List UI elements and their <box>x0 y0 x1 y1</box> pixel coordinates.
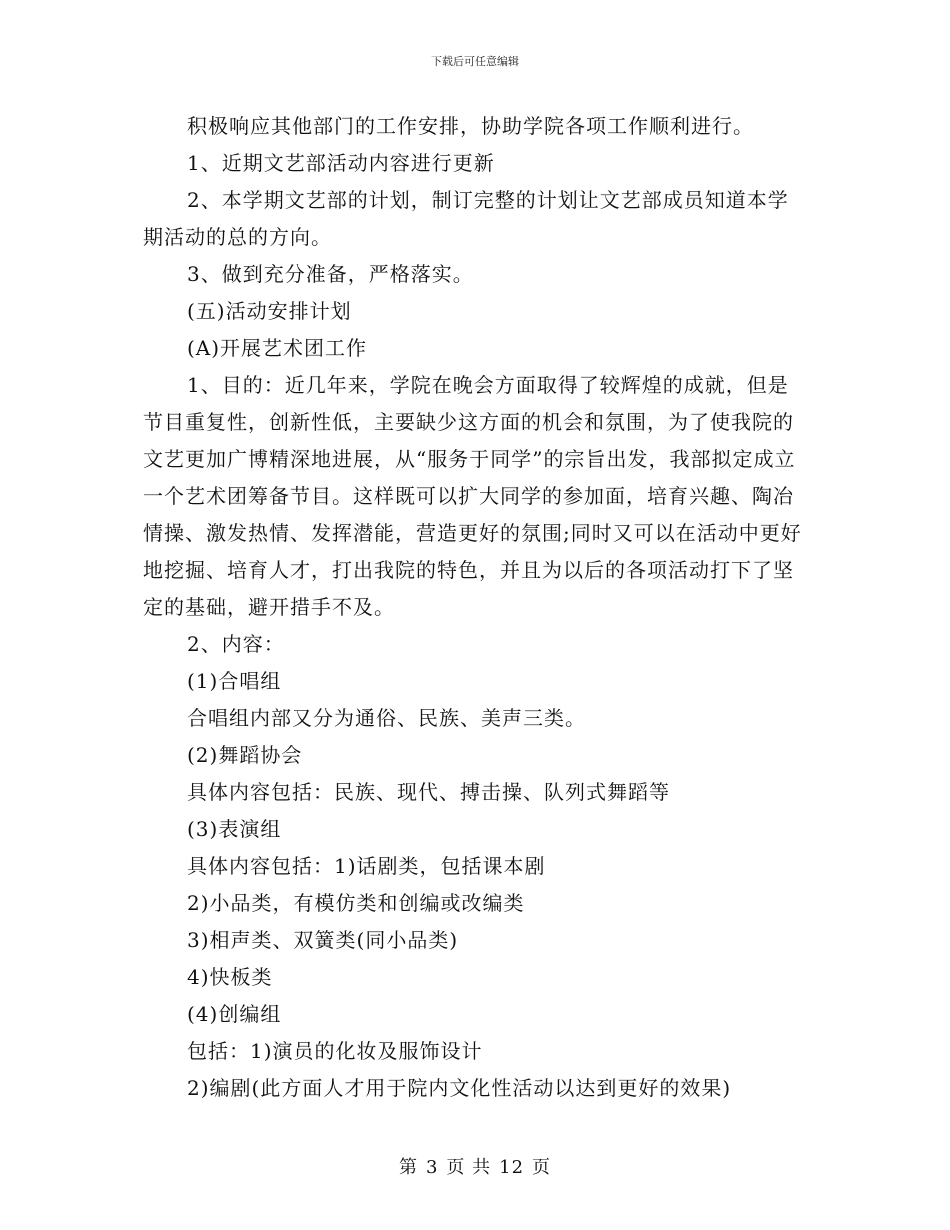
footer-middle: 页 共 <box>446 1157 492 1178</box>
list-item: (3)表演组 <box>187 817 282 841</box>
list-item: (1)合唱组 <box>187 669 282 693</box>
page-footer <box>0 1153 950 1179</box>
page-header: 下载后可任意编辑 <box>431 55 519 68</box>
paragraph: 积极响应其他部门的工作安排，协助学院各项工作顺利进行。 <box>187 114 754 138</box>
subsection-heading: (A)开展艺术团工作 <box>187 336 368 360</box>
list-item: 2)小品类，有模仿类和创编或改编类 <box>187 891 525 915</box>
paragraph: 2、内容： <box>187 632 285 656</box>
paragraph: 3、做到充分准备，严格落实。 <box>187 262 474 286</box>
section-heading: (五)活动安排计划 <box>187 299 352 323</box>
list-item: (4)创编组 <box>187 1002 282 1026</box>
list-item: 2)编剧(此方面人才用于院内文化性活动以达到更好的效果) <box>187 1076 732 1100</box>
total-pages: 12 <box>499 1157 525 1178</box>
paragraph: 1、目的：近几年来，学院在晚会方面取得了较辉煌的成就，但是节目重复性，创新性低，主要缺少这方面的机会和氛围，为了使我院的文艺更加广博精深地进展，从“服务于同学”的宗旨出发，我部拟定成立一个艺术团筹备节目。这样既可以扩大同学的参加面，培育兴趣、陶冶情操、激发热情、发挥潜能，营造更好的氛围;同时又可以在活动中更好地挖掘、培育人才，打出我院的特色，并且为以后的各项活动打下了坚定的基础，避开措手不及。 <box>143 373 802 619</box>
list-item: 包括：1)演员的化妆及服饰设计 <box>187 1039 483 1063</box>
page-number: 3 <box>425 1157 439 1178</box>
list-item: 合唱组内部又分为通俗、民族、美声三类。 <box>187 706 586 730</box>
footer-prefix: 第 <box>398 1157 418 1178</box>
paragraph: 2、本学期文艺部的计划，制订完整的计划让文艺部成员知道本学期活动的总的方向。 <box>143 188 789 249</box>
footer-suffix: 页 <box>532 1157 552 1178</box>
list-item: 具体内容包括：1)话剧类，包括课本剧 <box>187 854 546 878</box>
document-body <box>143 108 807 1107</box>
list-item: (2)舞蹈协会 <box>187 743 303 767</box>
list-item: 4)快板类 <box>187 965 273 989</box>
list-item: 具体内容包括：民族、现代、搏击操、队列式舞蹈等 <box>187 780 670 804</box>
list-item: 3)相声类、双簧类(同小品类) <box>187 928 459 952</box>
paragraph: 1、近期文艺部活动内容进行更新 <box>187 151 495 175</box>
